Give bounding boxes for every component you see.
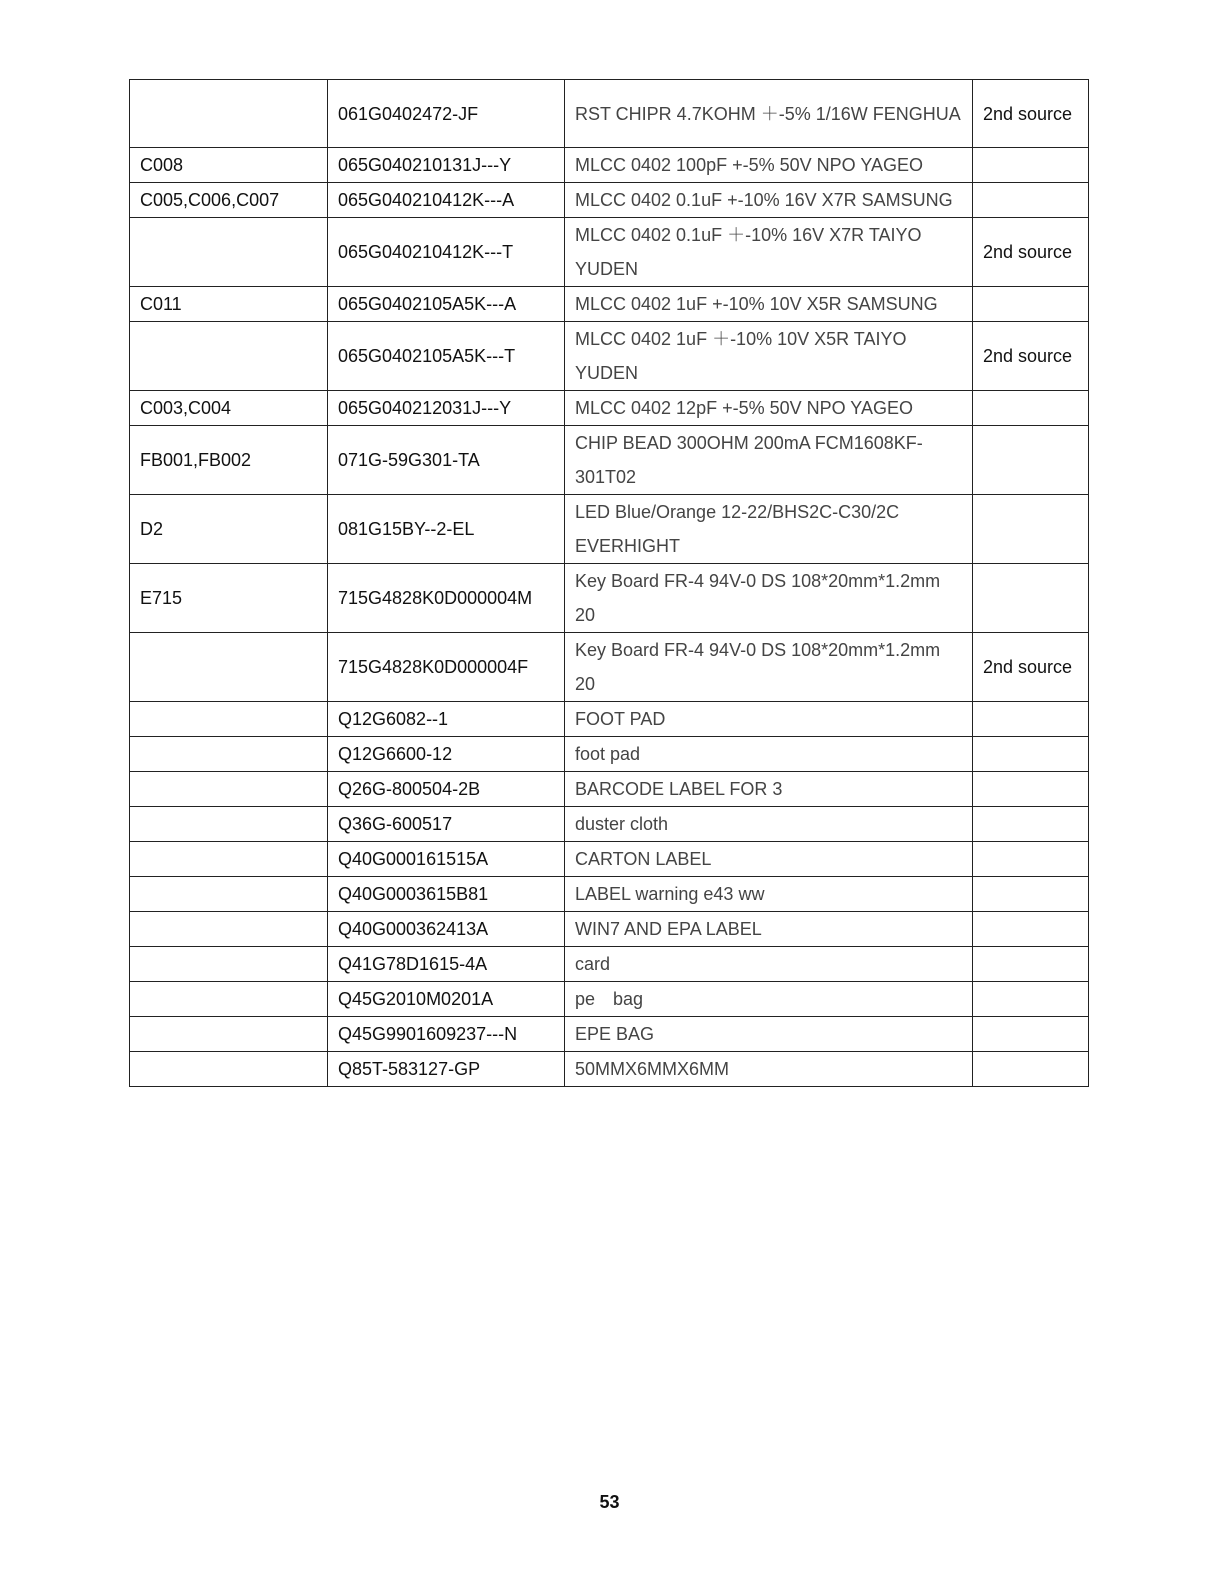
- table-row: [130, 80, 1089, 148]
- note-cell: [973, 148, 1089, 183]
- description-cell: MLCC 0402 1uF ＋-10% 10V X5R TAIYO YUDEN: [565, 322, 973, 391]
- description-cell: MLCC 0402 100pF +-5% 50V NPO YAGEO: [565, 148, 973, 183]
- table-row: [130, 842, 1089, 877]
- ref-cell: [130, 912, 328, 947]
- part-number-cell: 065G0402105A5K---A: [328, 287, 565, 322]
- part-number-cell: 065G040212031J---Y: [328, 391, 565, 426]
- table-row: [130, 1052, 1089, 1087]
- note-cell: [973, 564, 1089, 633]
- note-cell: [973, 947, 1089, 982]
- description-cell: LABEL warning e43 ww: [565, 877, 973, 912]
- table-row: [130, 322, 1089, 391]
- part-number-cell: Q40G0003615B81: [328, 877, 565, 912]
- table-row: [130, 737, 1089, 772]
- ref-cell: D2: [130, 495, 328, 564]
- table-row: [130, 564, 1089, 633]
- ref-cell: [130, 947, 328, 982]
- description-cell: Key Board FR-4 94V-0 DS 108*20mm*1.2mm 20: [565, 564, 973, 633]
- note-cell: [973, 287, 1089, 322]
- note-cell: [973, 702, 1089, 737]
- table-row: [130, 633, 1089, 702]
- ref-cell: C011: [130, 287, 328, 322]
- description-cell: MLCC 0402 12pF +-5% 50V NPO YAGEO: [565, 391, 973, 426]
- table-row: [130, 702, 1089, 737]
- description-cell: pe bag: [565, 982, 973, 1017]
- ref-cell: [130, 982, 328, 1017]
- ref-cell: C008: [130, 148, 328, 183]
- ref-cell: [130, 80, 328, 148]
- note-cell: [973, 877, 1089, 912]
- ref-cell: [130, 877, 328, 912]
- ref-cell: [130, 1017, 328, 1052]
- description-cell: duster cloth: [565, 807, 973, 842]
- note-cell: [973, 772, 1089, 807]
- note-cell: 2nd source: [973, 633, 1089, 702]
- part-number-cell: 065G040210412K---T: [328, 218, 565, 287]
- table-row: [130, 183, 1089, 218]
- description-cell: Key Board FR-4 94V-0 DS 108*20mm*1.2mm 20: [565, 633, 973, 702]
- description-cell: 50MMX6MMX6MM: [565, 1052, 973, 1087]
- ref-cell: E715: [130, 564, 328, 633]
- ref-cell: C005,C006,C007: [130, 183, 328, 218]
- description-cell: MLCC 0402 0.1uF ＋-10% 16V X7R TAIYO YUDEN: [565, 218, 973, 287]
- table-row: [130, 982, 1089, 1017]
- ref-cell: [130, 842, 328, 877]
- note-cell: [973, 982, 1089, 1017]
- ref-cell: [130, 737, 328, 772]
- note-cell: [973, 183, 1089, 218]
- part-number-cell: Q40G000161515A: [328, 842, 565, 877]
- table-row: [130, 947, 1089, 982]
- note-cell: [973, 912, 1089, 947]
- part-number-cell: 715G4828K0D000004F: [328, 633, 565, 702]
- ref-cell: FB001,FB002: [130, 426, 328, 495]
- note-cell: [973, 426, 1089, 495]
- note-cell: [973, 842, 1089, 877]
- table-row: [130, 391, 1089, 426]
- part-number-cell: Q26G-800504-2B: [328, 772, 565, 807]
- note-cell: 2nd source: [973, 218, 1089, 287]
- part-number-cell: 071G-59G301-TA: [328, 426, 565, 495]
- ref-cell: [130, 702, 328, 737]
- description-cell: FOOT PAD: [565, 702, 973, 737]
- table-row: [130, 426, 1089, 495]
- table-row: [130, 912, 1089, 947]
- part-number-cell: 065G040210131J---Y: [328, 148, 565, 183]
- description-cell: CARTON LABEL: [565, 842, 973, 877]
- part-number-cell: Q36G-600517: [328, 807, 565, 842]
- ref-cell: [130, 218, 328, 287]
- ref-cell: C003,C004: [130, 391, 328, 426]
- ref-cell: [130, 633, 328, 702]
- bom-table: [129, 79, 1089, 1087]
- table-row: [130, 148, 1089, 183]
- ref-cell: [130, 772, 328, 807]
- note-cell: [973, 1052, 1089, 1087]
- part-number-cell: 065G040210412K---A: [328, 183, 565, 218]
- part-number-cell: Q12G6082--1: [328, 702, 565, 737]
- note-cell: 2nd source: [973, 322, 1089, 391]
- table-row: [130, 287, 1089, 322]
- table-row: [130, 772, 1089, 807]
- description-cell: MLCC 0402 1uF +-10% 10V X5R SAMSUNG: [565, 287, 973, 322]
- part-number-cell: Q45G9901609237---N: [328, 1017, 565, 1052]
- description-cell: RST CHIPR 4.7KOHM ＋-5% 1/16W FENGHUA: [565, 80, 973, 148]
- description-cell: WIN7 AND EPA LABEL: [565, 912, 973, 947]
- description-cell: foot pad: [565, 737, 973, 772]
- part-number-cell: Q12G6600-12: [328, 737, 565, 772]
- note-cell: [973, 391, 1089, 426]
- description-cell: MLCC 0402 0.1uF +-10% 16V X7R SAMSUNG: [565, 183, 973, 218]
- description-cell: BARCODE LABEL FOR 3: [565, 772, 973, 807]
- part-number-cell: Q40G000362413A: [328, 912, 565, 947]
- part-number-cell: 065G0402105A5K---T: [328, 322, 565, 391]
- ref-cell: [130, 807, 328, 842]
- table-row: [130, 495, 1089, 564]
- part-number-cell: 715G4828K0D000004M: [328, 564, 565, 633]
- ref-cell: [130, 1052, 328, 1087]
- description-cell: EPE BAG: [565, 1017, 973, 1052]
- part-number-cell: 081G15BY--2-EL: [328, 495, 565, 564]
- description-cell: LED Blue/Orange 12-22/BHS2C-C30/2C EVERHIGHT: [565, 495, 973, 564]
- part-number-cell: Q41G78D1615-4A: [328, 947, 565, 982]
- note-cell: [973, 495, 1089, 564]
- part-number-cell: Q45G2010M0201A: [328, 982, 565, 1017]
- table-row: [130, 807, 1089, 842]
- ref-cell: [130, 322, 328, 391]
- table-row: [130, 218, 1089, 287]
- note-cell: 2nd source: [973, 80, 1089, 148]
- part-number-cell: Q85T-583127-GP: [328, 1052, 565, 1087]
- note-cell: [973, 1017, 1089, 1052]
- description-cell: CHIP BEAD 300OHM 200mA FCM1608KF-301T02: [565, 426, 973, 495]
- note-cell: [973, 737, 1089, 772]
- part-number-cell: 061G0402472-JF: [328, 80, 565, 148]
- note-cell: [973, 807, 1089, 842]
- table-row: [130, 877, 1089, 912]
- description-cell: card: [565, 947, 973, 982]
- table-row: [130, 1017, 1089, 1052]
- page-number: 53: [599, 1492, 620, 1512]
